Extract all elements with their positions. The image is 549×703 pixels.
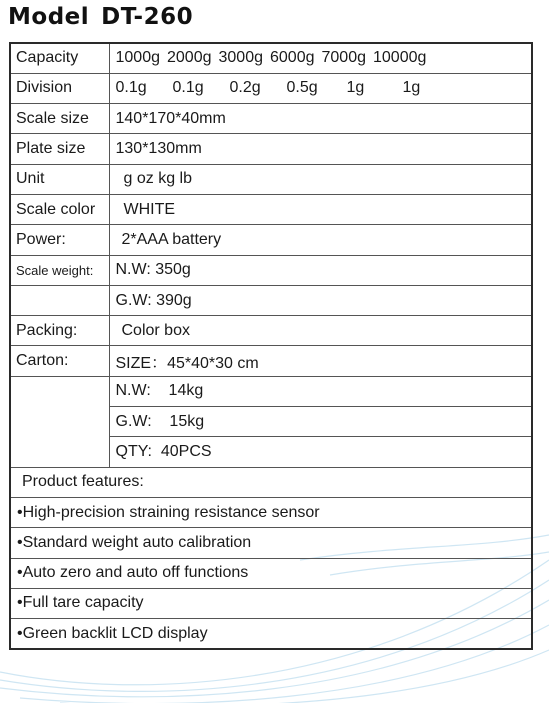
model-label: Model — [8, 4, 90, 30]
scale-weight-row — [10, 255, 532, 285]
packing-row — [10, 316, 532, 346]
page-title — [8, 4, 193, 30]
packing-value: Color box — [109, 316, 532, 346]
division-values — [109, 73, 532, 103]
carton-net: N.W: 14kg — [109, 376, 532, 406]
feature-row — [10, 558, 532, 588]
division-value: 0.1g — [115, 79, 147, 97]
features-heading: Product features: — [10, 467, 532, 497]
capacity-value: 6000g — [270, 49, 315, 67]
plate-size-value: 130*130mm — [109, 134, 532, 164]
scale-color-row — [10, 194, 532, 224]
empty-label-cell — [10, 285, 109, 315]
scale-color-value: WHITE — [109, 194, 532, 224]
plate-size-row — [10, 134, 532, 164]
feature-item: •High-precision straining resistance sensor — [10, 497, 532, 527]
capacity-label: Capacity — [10, 43, 109, 73]
division-value: 0.1g — [172, 79, 204, 97]
unit-label: Unit — [10, 164, 109, 194]
division-value: 0.5g — [286, 79, 318, 97]
scale-size-label: Scale size — [10, 104, 109, 134]
division-row — [10, 73, 532, 103]
scale-weight-net: N.W: 350g — [109, 255, 532, 285]
division-label: Division — [10, 73, 109, 103]
carton-gross: G.W: 15kg — [109, 407, 532, 437]
capacity-row — [10, 43, 532, 73]
scale-weight-label: Scale weight: — [10, 255, 109, 285]
capacity-value: 3000g — [218, 49, 263, 67]
scale-color-label: Scale color — [10, 194, 109, 224]
feature-item: •Standard weight auto calibration — [10, 528, 532, 558]
power-label: Power: — [10, 225, 109, 255]
carton-row — [10, 346, 532, 376]
features-heading-row — [10, 467, 532, 497]
power-row — [10, 225, 532, 255]
feature-item: •Auto zero and auto off functions — [10, 558, 532, 588]
unit-row — [10, 164, 532, 194]
spec-table — [9, 42, 533, 650]
carton-net-row — [10, 376, 532, 406]
feature-item: •Green backlit LCD display — [10, 619, 532, 649]
power-value: 2*AAA battery — [109, 225, 532, 255]
capacity-value: 7000g — [321, 49, 366, 67]
feature-row — [10, 588, 532, 618]
capacity-values — [109, 43, 532, 73]
carton-label: Carton: — [10, 346, 109, 376]
carton-size: SIZE：45*40*30 cm — [109, 346, 532, 376]
scale-size-row — [10, 104, 532, 134]
division-value: 1g — [402, 79, 421, 97]
capacity-value: 1000g — [115, 49, 160, 67]
feature-item: •Full tare capacity — [10, 588, 532, 618]
empty-label-cell — [10, 376, 109, 467]
division-value: 1g — [346, 79, 365, 97]
scale-size-value: 140*170*40mm — [109, 104, 532, 134]
capacity-value: 10000g — [373, 49, 427, 67]
feature-row — [10, 528, 532, 558]
division-value: 0.2g — [229, 79, 261, 97]
plate-size-label: Plate size — [10, 134, 109, 164]
scale-weight-gross: G.W: 390g — [109, 285, 532, 315]
unit-value: g oz kg lb — [109, 164, 532, 194]
feature-row — [10, 619, 532, 649]
scale-weight-gross-row — [10, 285, 532, 315]
carton-qty: QTY: 40PCS — [109, 437, 532, 467]
feature-row — [10, 497, 532, 527]
capacity-value: 2000g — [167, 49, 212, 67]
packing-label: Packing: — [10, 316, 109, 346]
model-number: DT-260 — [101, 4, 194, 30]
